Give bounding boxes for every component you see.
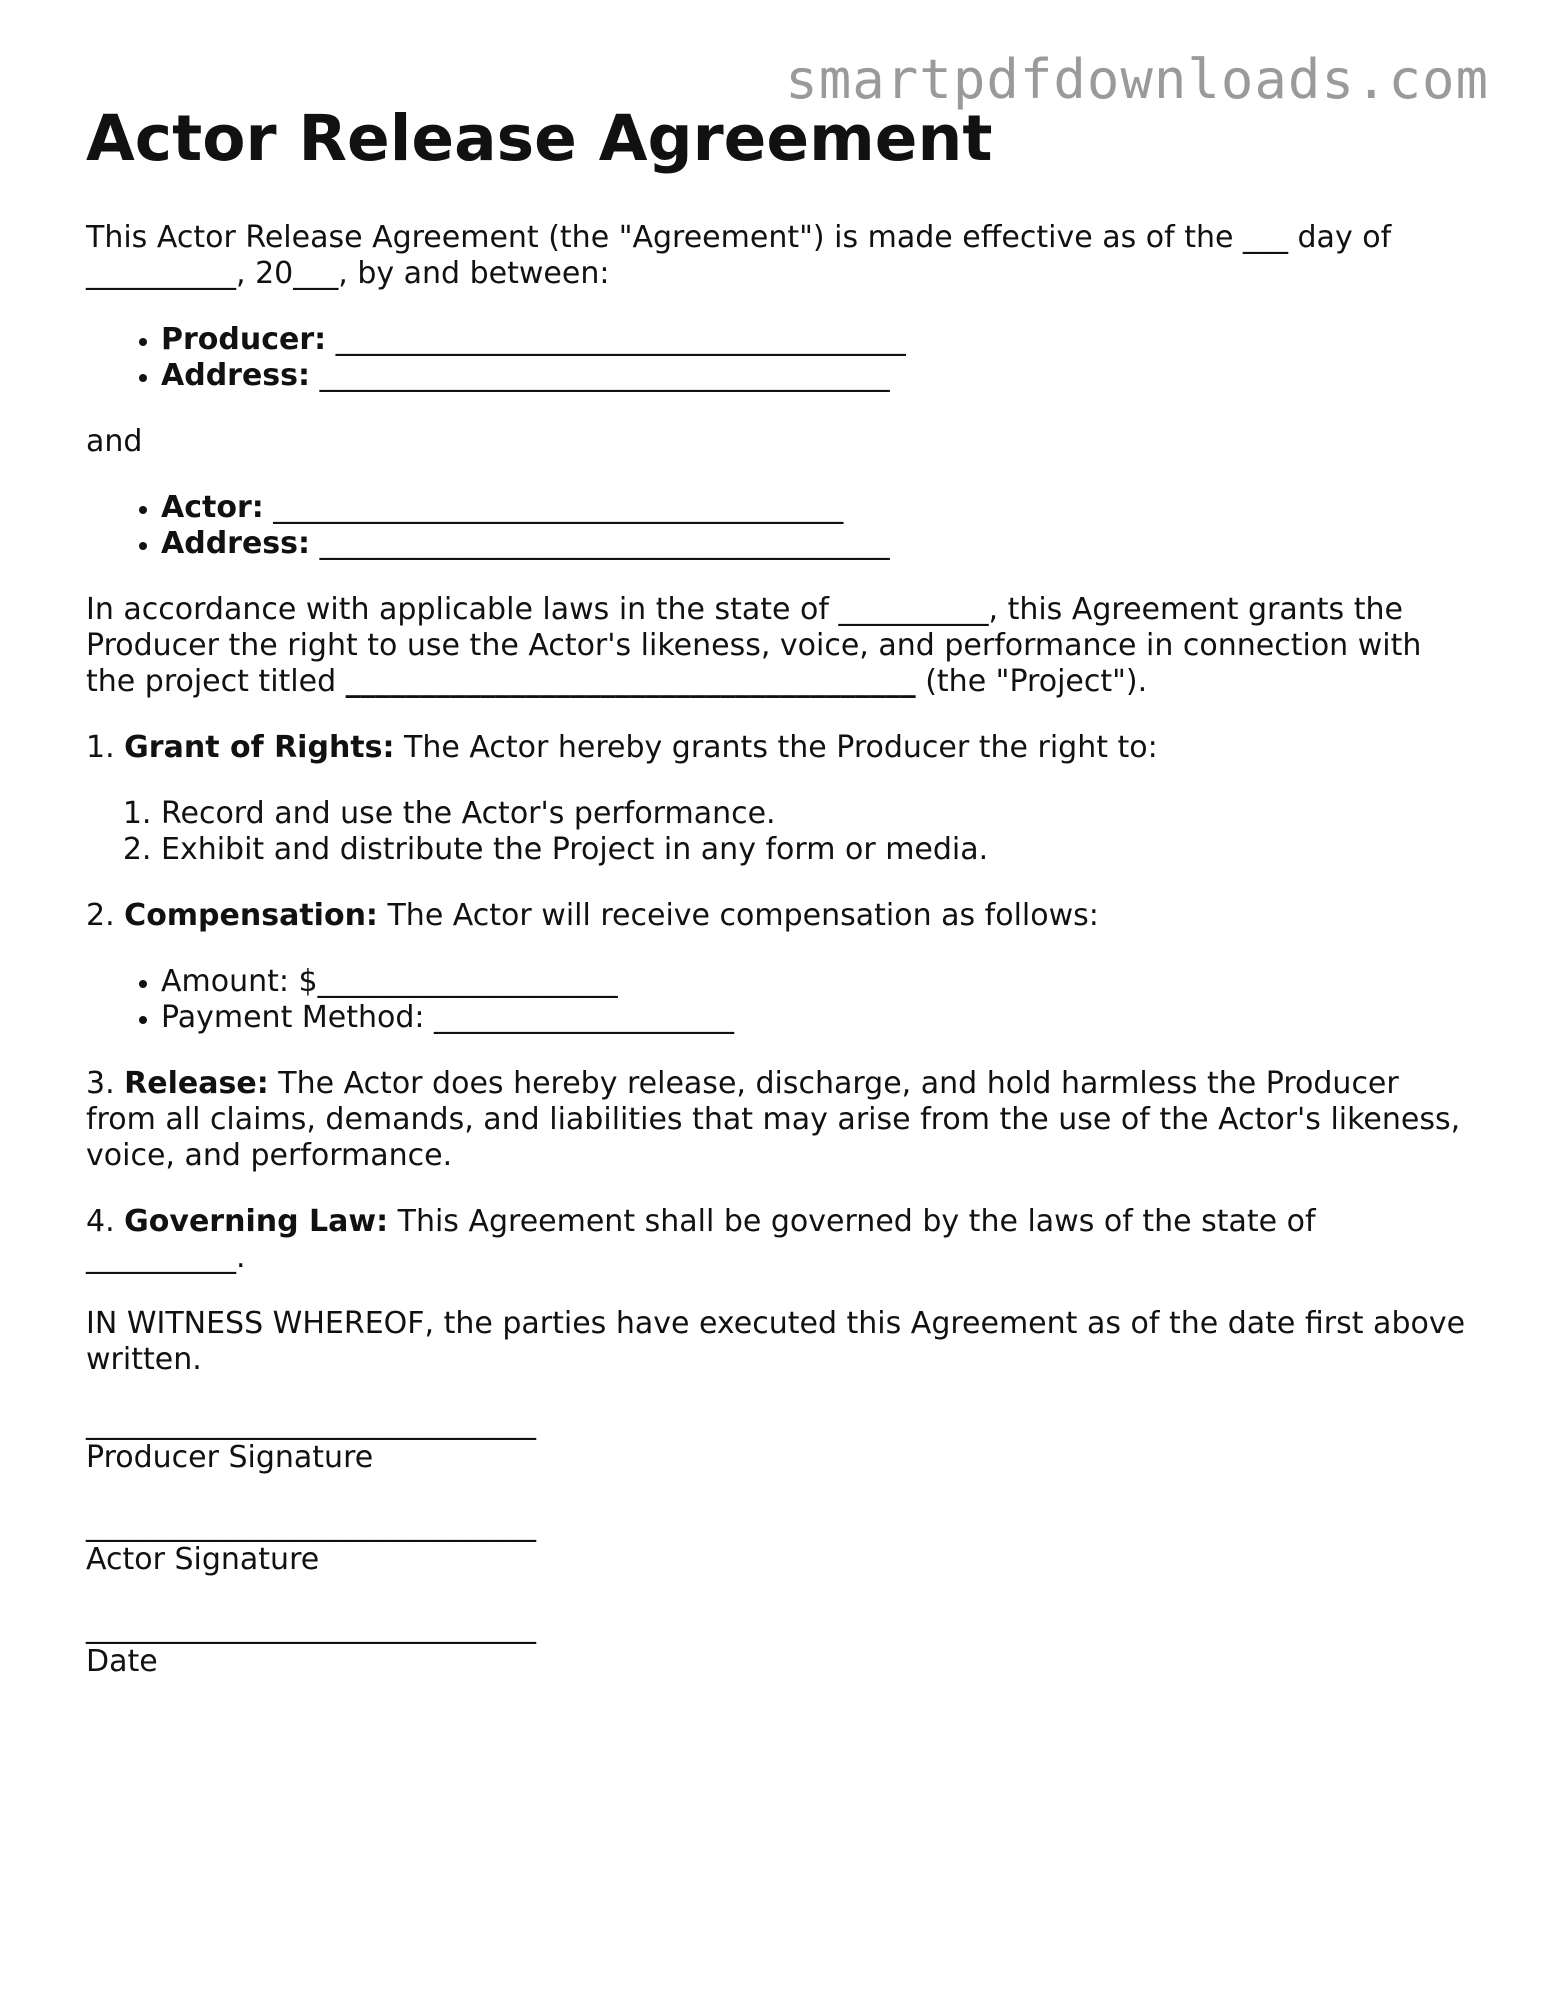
section-number: 4. — [86, 1204, 125, 1239]
list-item: • Amount: $____________________ — [161, 964, 1466, 1000]
watermark: smartpdfdownloads.com — [785, 48, 1489, 111]
compensation-list — [86, 964, 1466, 1036]
signature-label: Producer Signature — [86, 1440, 374, 1475]
actor-name-field — [161, 490, 1466, 526]
list-item: • Payment Method: ____________________ — [161, 1000, 1466, 1036]
section-compensation — [86, 898, 1466, 934]
field-label: Address: — [161, 526, 311, 561]
project-title-blank: ______________________________________ — [345, 664, 916, 699]
section-grant-of-rights — [86, 730, 1466, 766]
section-text: The Actor hereby grants the Producer the right to: — [394, 730, 1158, 765]
section-heading: Governing Law: — [124, 1204, 389, 1239]
field-blank: ______________________________________ — [263, 490, 844, 525]
signature-block — [86, 1408, 1466, 1680]
producer-fields — [86, 322, 1466, 394]
field-blank: ______________________________________ — [310, 526, 890, 561]
section-text: This Agreement shall be governed by the laws of the state of __________. — [86, 1204, 1316, 1275]
signature-line: ______________________________ — [86, 1406, 536, 1441]
section-number: 2. — [86, 898, 125, 933]
field-label: Actor: — [161, 490, 264, 525]
intro-paragraph: This Actor Release Agreement (the "Agreement") is made effective as of the ___ day of __________, 20___, by and between: — [86, 220, 1392, 291]
section-heading: Compensation: — [124, 898, 378, 933]
field-label: Producer: — [161, 322, 327, 357]
section-heading: Grant of Rights: — [124, 730, 395, 765]
producer-address-field — [161, 358, 1466, 394]
signature-label: Date — [86, 1644, 158, 1679]
section-number: 3. — [86, 1066, 125, 1101]
section-heading: Release: — [124, 1066, 269, 1101]
section-release — [86, 1066, 1466, 1174]
accordance-paragraph — [86, 592, 1466, 700]
list-item: 2. Exhibit and distribute the Project in any form or media. — [161, 832, 1466, 868]
field-label: Address: — [161, 358, 311, 393]
section-number: 1. — [86, 730, 125, 765]
document-title: Actor Release Agreement — [86, 102, 993, 175]
accordance-text: In accordance with applicable laws in the state of __________, this Agreement grants the Producer the right to use the Actor's likeness, voice, and performance in connection with the project titled — [86, 592, 1422, 699]
section-text: The Actor will receive compensation as follows: — [377, 898, 1099, 933]
section-governing-law — [86, 1204, 1466, 1276]
document-page — [86, 100, 1466, 1714]
signature-line: ______________________________ — [86, 1610, 536, 1645]
actor-fields — [86, 490, 1466, 562]
witness-paragraph: IN WITNESS WHEREOF, the parties have executed this Agreement as of the date first above written. — [86, 1306, 1466, 1377]
actor-address-field — [161, 526, 1466, 562]
producer-name-field — [161, 322, 1466, 358]
field-blank: ______________________________________ — [326, 322, 906, 357]
field-blank: ______________________________________ — [310, 358, 890, 393]
and-text: and — [86, 424, 143, 459]
list-item: 1. Record and use the Actor's performance. — [161, 796, 1466, 832]
accordance-end: (the "Project"). — [915, 664, 1148, 699]
signature-label: Actor Signature — [86, 1542, 320, 1577]
grant-rights-list — [86, 796, 1466, 868]
section-text: The Actor does hereby release, discharge, and hold harmless the Producer from all claims, demands, and liabilities that may arise from the use of the Actor's likeness, voice, and performance. — [86, 1066, 1461, 1173]
signature-line: ______________________________ — [86, 1508, 536, 1543]
